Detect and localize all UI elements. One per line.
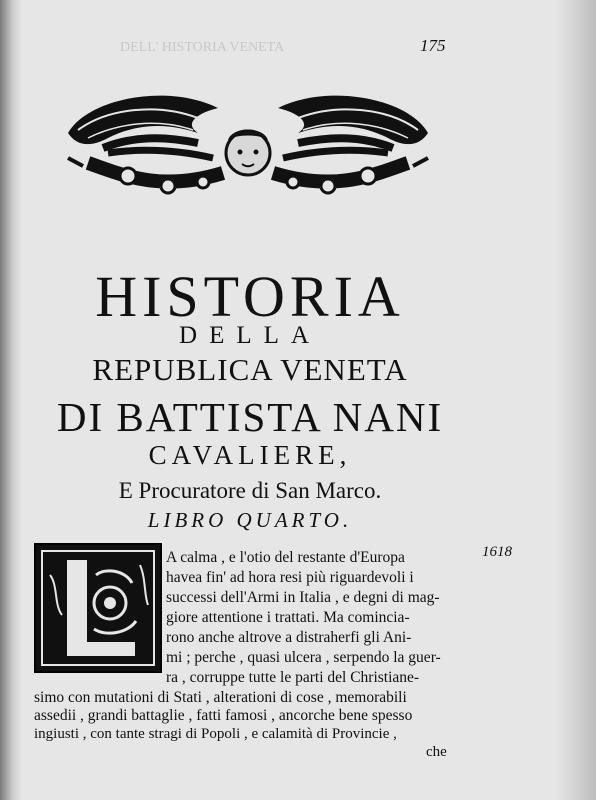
body-line: successi dell'Armi in Italia , e degni di mag- [166,589,440,606]
decorated-initial-icon [34,543,162,673]
body-line: havea fin' ad hora resi più riguardevoli i [166,569,414,586]
title-author: DI BATTISTA NANI [56,394,444,440]
body-line: simo con mutationi di Stati , alterationi di cose , memorabili [34,689,407,706]
body-line: mi ; perche , quasi ulcera , serpendo la guer- [166,649,441,666]
book-section-heading: LIBRO QUARTO. [147,508,353,532]
title-della: DELLA [179,322,321,349]
body-line: ra , corruppe tutte le parti del Christiane- [166,669,420,686]
catchword: che [426,744,447,760]
page-edge-shadow [556,0,596,800]
body-line: giore attentione i trattati. Ma comincia- [166,609,410,626]
bleed-through-text: DELL' HISTORIA VENETA [120,40,285,55]
title-cavaliere: CAVALIERE, [148,440,352,470]
winged-cherub-ornament-icon [48,78,448,218]
page-number: 175 [420,36,446,55]
page-gutter-shadow [0,0,22,800]
body-line: rono anche altrove a distraherfi gli Ani- [166,629,412,646]
title-procuratore: E Procuratore di San Marco. [118,478,382,503]
margin-note-year: 1618 [482,544,512,560]
body-line: ingiusti , con tante stragi di Popoli , e calamità di Provincie , [34,726,397,742]
title-republica: REPUBLICA VENETA [92,352,408,387]
body-line: assedii , grandi battaglie , fatti famosi , ancorche bene spesso [34,707,413,724]
page-title: HISTORIA [95,264,405,329]
body-line: A calma , e l'otio del restante d'Europa [166,549,405,566]
